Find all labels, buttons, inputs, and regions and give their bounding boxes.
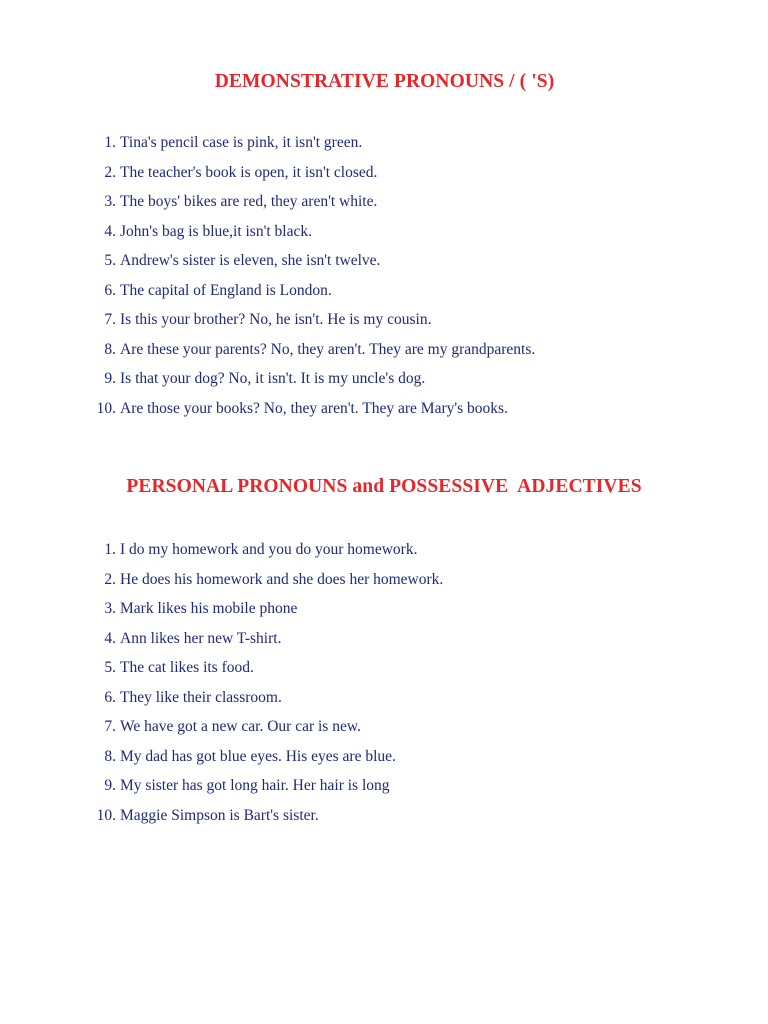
item-text: I do my homework and you do your homework. — [120, 541, 418, 558]
item-number: 9. — [104, 777, 116, 794]
item-number: 6. — [104, 688, 116, 706]
item-number: 1. — [104, 134, 116, 151]
item-number: 4. — [104, 629, 116, 647]
section-personal-pronouns — [0, 473, 768, 824]
item-number: 5. — [104, 659, 116, 676]
section-title: PERSONAL PRONOUNS and POSSESSIVE ADJECTIVES — [126, 476, 642, 497]
item-text: The teacher's book is open, it isn't closed. — [120, 163, 378, 181]
item-text: The boys' bikes are red, they aren't white. — [120, 193, 378, 210]
item-text: Is that your dog? No, it isn't. It is my uncle's dog. — [120, 370, 426, 387]
item-number: 2. — [104, 570, 116, 588]
item-text: The cat likes its food. — [120, 659, 254, 676]
item-text: He does his homework and she does her homework. — [120, 570, 444, 588]
item-number: 8. — [104, 747, 116, 765]
item-number: 10. — [96, 806, 116, 824]
item-number: 8. — [104, 340, 116, 358]
item-text: Are these your parents? No, they aren't. They are my grandparents. — [120, 340, 536, 358]
item-number: 7. — [104, 718, 116, 735]
section-demonstrative-pronouns — [0, 68, 768, 417]
item-number: 2. — [104, 163, 116, 181]
item-text: Mark likes his mobile phone — [120, 600, 298, 617]
item-number: 6. — [104, 281, 116, 299]
item-text: Andrew's sister is eleven, she isn't twelve. — [120, 252, 381, 269]
item-number: 7. — [104, 311, 116, 328]
item-text: The capital of England is London. — [120, 281, 332, 299]
item-number: 9. — [104, 370, 116, 387]
item-text: My dad has got blue eyes. His eyes are blue. — [120, 747, 396, 765]
item-number: 3. — [104, 600, 116, 617]
item-number: 3. — [104, 193, 116, 210]
item-text: We have got a new car. Our car is new. — [120, 718, 361, 735]
item-number: 10. — [96, 399, 116, 417]
item-number: 5. — [104, 252, 116, 269]
item-text: John's bag is blue,it isn't black. — [120, 222, 313, 240]
item-number: 1. — [104, 541, 116, 558]
item-number: 4. — [104, 222, 116, 240]
section-title: DEMONSTRATIVE PRONOUNS / ( 'S) — [214, 71, 555, 92]
item-text: Maggie Simpson is Bart's sister. — [120, 806, 319, 824]
item-text: Is this your brother? No, he isn't. He is my cousin. — [120, 311, 432, 328]
item-text: They like their classroom. — [120, 688, 282, 706]
item-text: Tina's pencil case is pink, it isn't green. — [120, 134, 363, 151]
item-text: Are those your books? No, they aren't. They are Mary's books. — [120, 399, 508, 417]
item-text: Ann likes her new T-shirt. — [120, 629, 282, 647]
item-text: My sister has got long hair. Her hair is long — [120, 777, 390, 794]
